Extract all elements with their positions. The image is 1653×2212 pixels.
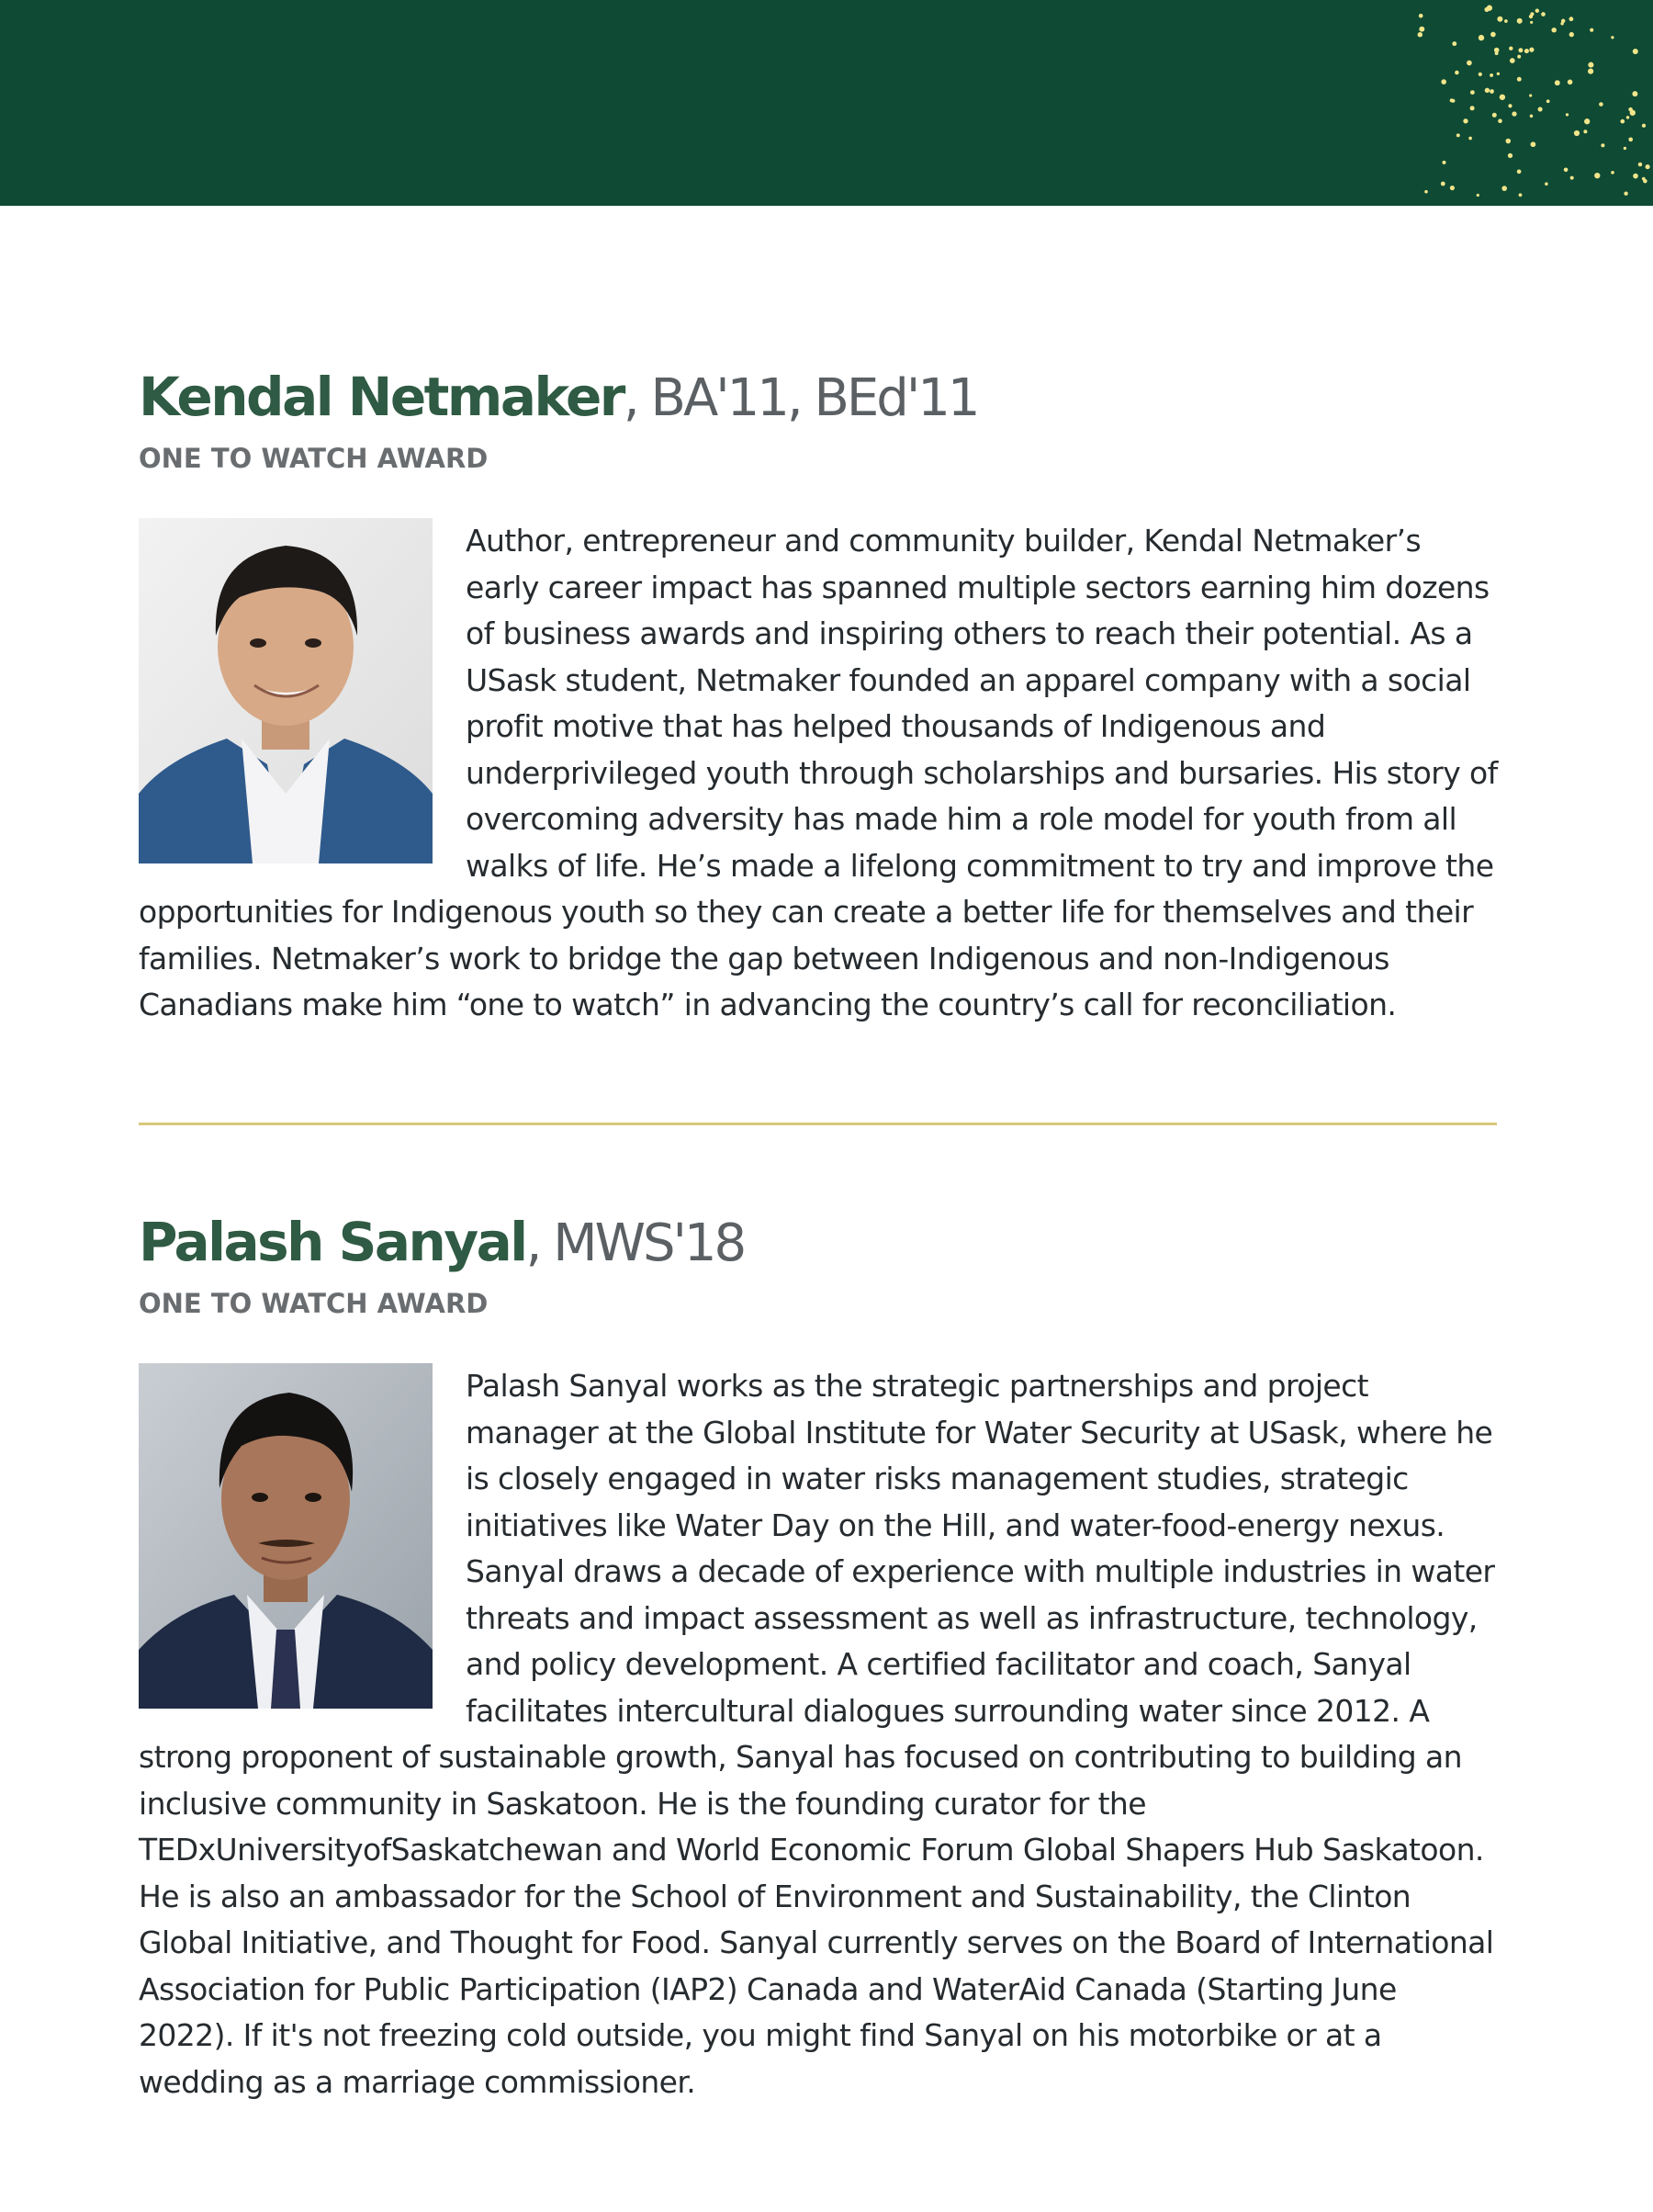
profile-degrees: , MWS'18 (525, 1213, 745, 1273)
confetti-dot (1512, 111, 1516, 116)
confetti-dot (1632, 91, 1637, 96)
confetti-dot (1529, 94, 1532, 96)
portrait-photo (139, 518, 433, 863)
confetti-dot (1538, 107, 1543, 111)
confetti-dot (1508, 104, 1512, 107)
confetti-dot (1568, 80, 1573, 85)
portrait-photo (139, 1363, 433, 1709)
confetti-dot (1638, 163, 1643, 167)
confetti-dot (1620, 119, 1625, 124)
confetti-dot (1424, 190, 1428, 194)
confetti-dot (1456, 133, 1460, 137)
confetti-dot (1497, 73, 1500, 75)
confetti-dot (1569, 32, 1574, 37)
profile-palash-sanyal (139, 1205, 1498, 2105)
confetti-dot (1517, 169, 1522, 174)
confetti-dot (1490, 32, 1496, 38)
profile-name: Palash Sanyal (139, 1211, 526, 1273)
confetti-dot (1463, 118, 1467, 123)
confetti-dot (1642, 124, 1646, 128)
confetti-dot (1611, 171, 1614, 175)
confetti-dot (1517, 55, 1521, 59)
confetti-dot (1479, 35, 1484, 40)
confetti-dot (1628, 137, 1633, 141)
confetti-dot (1504, 19, 1508, 23)
profile-name: Kendal Netmaker (139, 366, 624, 428)
confetti-dot (1490, 73, 1493, 77)
confetti-dot (1531, 141, 1536, 147)
confetti-dot (1419, 27, 1424, 32)
award-label: ONE TO WATCH AWARD (139, 1288, 489, 1319)
confetti-dot (1508, 153, 1512, 158)
confetti-dot (1566, 113, 1569, 116)
confetti-dot (1569, 17, 1574, 21)
confetti-dot (1630, 110, 1636, 116)
confetti-dot (1588, 62, 1593, 68)
confetti-dot (1530, 115, 1534, 118)
confetti-dot (1490, 89, 1494, 94)
confetti-dot (1560, 22, 1563, 25)
confetti-dot (1530, 21, 1533, 24)
confetti-dot (1470, 90, 1475, 95)
confetti-dot (1501, 186, 1507, 191)
profile-bio-block (139, 518, 1498, 1029)
confetti-dot (1633, 49, 1638, 54)
profile-bio: Palash Sanyal works as the strategic partnerships and project manager at the Global Institute for Water Security at USask, where he is closely engaged in water risks management studies, strategic initiatives like Water Day on the Hill, and water-food-energy nexus. Sanyal draws a decade of experience with multiple industries in water threats and impact assessment as well as infrastructure, technology, and policy development. A certified facilitator and coach, Sanyal facilitates intercultural dialogues surrounding water since 2012. A strong proponent of sustainable growth, Sanyal has focused on contributing to building an inclusive community in Saskatoon. He is the founding curator for the TEDxUniversityofSaskatchewan and World Economic Forum Global Shapers Hub Saskatoon. He is also an ambassador for the School of Environment and Sustainability, the Clinton Global Initiative, and Thought for Food. Sanyal currently serves on the Board of International Association for Public Participation (IAP2) Canada and WaterAid Canada (Starting June 2022). If it's not freezing cold outside, you might find Sanyal on his motorbike or at a wedding as a marriage commissioner. (139, 1368, 1495, 2100)
confetti-dot (1441, 79, 1446, 85)
confetti-dot (1485, 88, 1490, 93)
confetti-dot (1497, 17, 1502, 22)
confetti-dot (1452, 41, 1456, 46)
confetti-dot (1441, 182, 1445, 186)
confetti-dot (1546, 99, 1550, 103)
profile-degrees: , BA'11, BEd'11 (623, 368, 978, 428)
confetti-dot (1477, 194, 1479, 197)
confetti-dot (1498, 118, 1502, 123)
confetti-dot (1611, 36, 1614, 39)
header-band (0, 0, 1653, 206)
award-label: ONE TO WATCH AWARD (139, 443, 489, 474)
confetti-dot (1495, 51, 1499, 55)
confetti-dot (1419, 14, 1423, 18)
confetti-dot (1583, 130, 1587, 133)
confetti-dot (1626, 116, 1629, 118)
confetti-dot (1535, 8, 1539, 12)
confetti-dot (1529, 48, 1534, 52)
confetti-dot (1590, 28, 1593, 32)
confetti-dot (1470, 106, 1475, 110)
confetti-dot (1510, 58, 1515, 63)
confetti-dot (1479, 73, 1482, 76)
confetti-dot (1467, 61, 1472, 66)
confetti-dot (1624, 191, 1627, 195)
confetti-dot (1564, 168, 1569, 173)
confetti-dot (1500, 95, 1505, 100)
confetti-dot (1624, 147, 1626, 150)
confetti-dot (1529, 15, 1533, 18)
profile-bio-block (139, 1363, 1498, 2105)
confetti-dot (1519, 193, 1523, 197)
confetti-dot (1588, 69, 1593, 74)
confetti-dot (1584, 118, 1590, 124)
confetti-dot (1518, 48, 1523, 52)
confetti-dot (1599, 102, 1603, 107)
confetti-dot (1517, 18, 1523, 24)
confetti-dot (1633, 174, 1638, 179)
confetti-dots-decoration (1396, 0, 1653, 206)
profile-heading (139, 360, 1498, 434)
confetti-dot (1524, 49, 1529, 53)
profile-kendal-netmaker (139, 360, 1498, 1029)
confetti-dot (1574, 130, 1580, 136)
confetti-dot (1601, 143, 1604, 147)
confetti-dot (1517, 77, 1522, 82)
confetti-dot (1450, 186, 1455, 190)
confetti-dot (1509, 46, 1512, 50)
confetti-dot (1541, 12, 1546, 17)
confetti-dot (1646, 164, 1650, 169)
confetti-dot (1506, 139, 1512, 144)
confetti-dot (1545, 182, 1548, 186)
profile-bio: Author, entrepreneur and community builder, Kendal Netmaker’s early career impact has spanned multiple sectors earning him dozens of business awards and inspiring others to reach their potential. As a USask student, Netmaker founded an apparel company with a social profit motive that has helped thousands of Indigenous and underprivileged youth through scholarships and bursaries. His story of overcoming adversity has made him a role model for youth from all walks of life. He’s made a lifelong commitment to try and improve the opportunities for Indigenous youth so they can create a better life for themselves and their families. Netmaker’s work to bridge the gap between Indigenous and non-Indigenous Canadians make him “one to watch” in advancing the country’s call for reconciliation. (139, 523, 1498, 1022)
confetti-dot (1468, 137, 1472, 141)
confetti-dot (1455, 71, 1459, 75)
confetti-dot (1418, 32, 1422, 37)
confetti-dot (1551, 28, 1556, 32)
confetti-dot (1492, 113, 1497, 118)
confetti-dot (1594, 173, 1600, 178)
confetti-dot (1487, 6, 1492, 11)
confetti-dot (1555, 80, 1560, 85)
profile-heading (139, 1205, 1498, 1279)
confetti-dot (1570, 176, 1574, 180)
confetti-dot (1442, 161, 1445, 164)
confetti-dot (1642, 177, 1646, 181)
confetti-dot (1450, 98, 1454, 102)
section-divider (139, 1123, 1497, 1125)
